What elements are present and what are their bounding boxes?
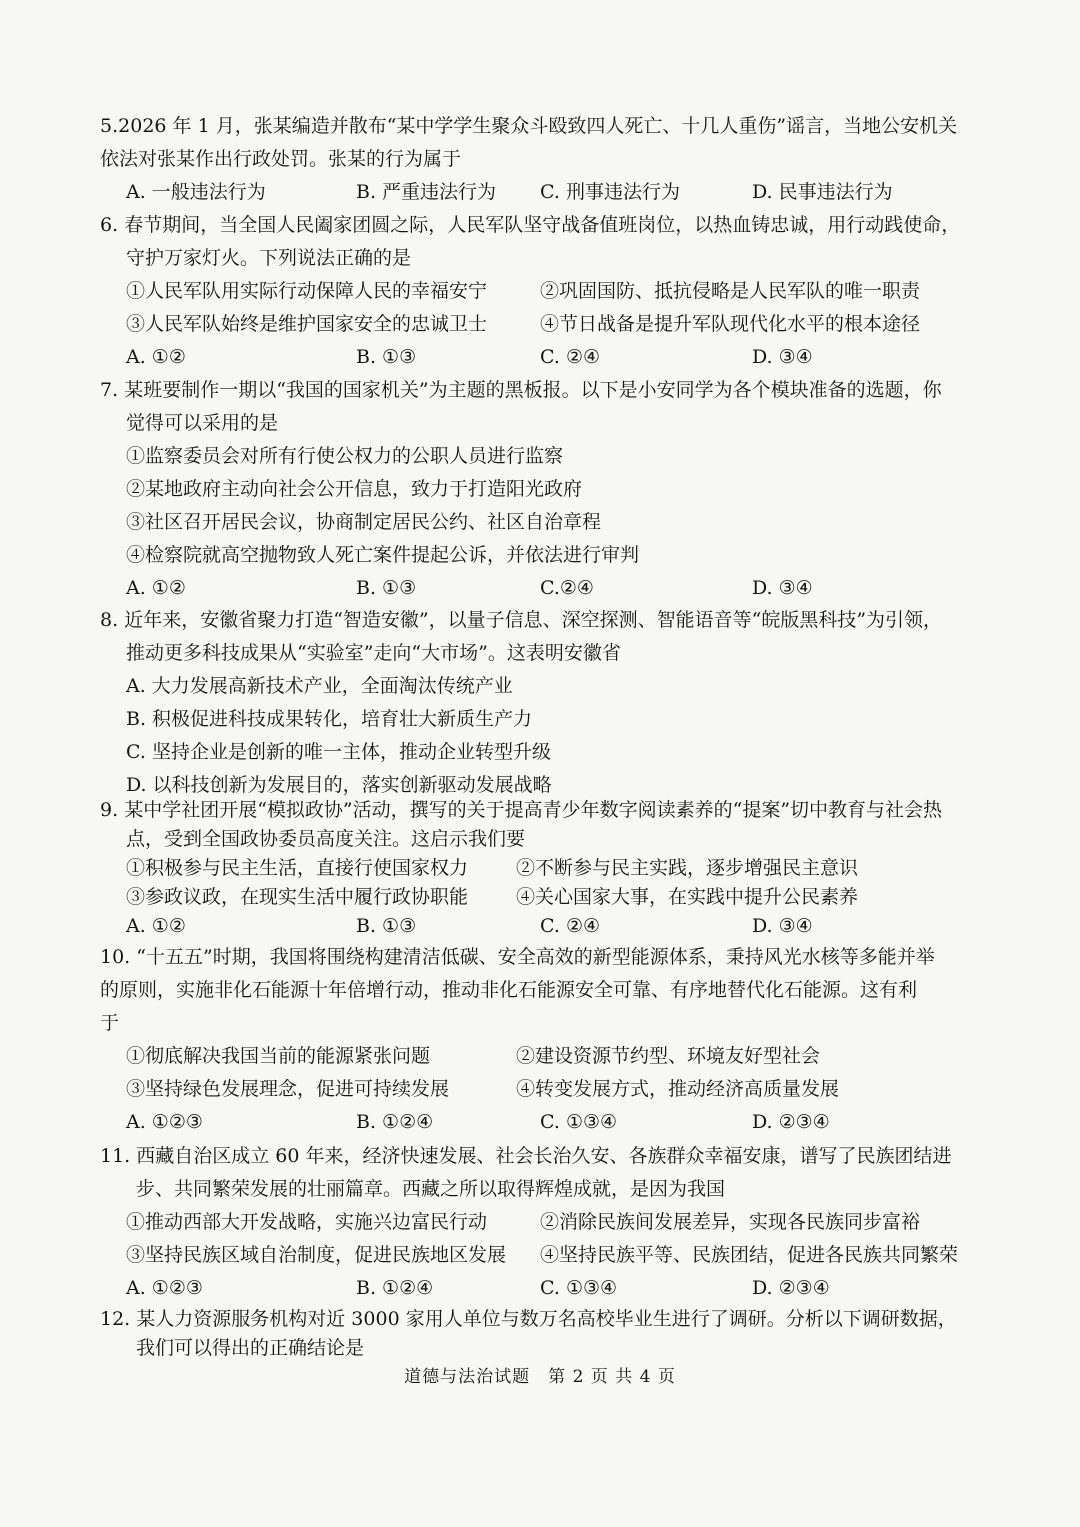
option-c[interactable]: C. 刑事违法行为	[540, 181, 680, 203]
option-d[interactable]: D. ③④	[752, 346, 813, 368]
option-c[interactable]: C. ①③④	[540, 1277, 618, 1299]
option-a[interactable]: A. ①②	[126, 346, 186, 368]
statement-4: ④关心国家大事，在实践中提升公民素养	[516, 886, 859, 908]
statement-3: ③坚持民族区域自治制度，促进民族地区发展	[126, 1244, 507, 1266]
option-c[interactable]: C. ①③④	[540, 1111, 618, 1133]
question-stem-line: 西藏自治区成立 60 年来，经济快速发展、社会长治久安、各族群众幸福安康，谱写了民族团结进	[136, 1145, 952, 1167]
question-stem-line: 于	[100, 1012, 120, 1034]
option-c[interactable]: C. ②④	[540, 915, 601, 937]
statement-2: ②巩固国防、抵抗侵略是人民军队的唯一职责	[540, 280, 921, 302]
question-stem-line: “十五五”时期，我国将围绕构建清洁低碳、安全高效的新型能源体系，秉持风光水核等多能并举	[136, 946, 935, 968]
statement-3: ③参政议政，在现实生活中履行政协职能	[126, 886, 469, 908]
question-stem-line: 春节期间，当全国人民阖家团圆之际，人民军队坚守战备值班岗位，以热血铸忠诚，用行动践使命，	[124, 214, 961, 236]
option-c[interactable]: C.②④	[540, 577, 594, 599]
option-row	[100, 572, 990, 605]
question-11	[100, 1140, 990, 1305]
question-stem-line: 2026 年 1 月，张某编造并散布“某中学学生聚众斗殴致四人死亡、十几人重伤”谣言，当地公安机关	[118, 115, 958, 137]
statement-2: ②消除民族间发展差异，实现各民族同步富裕	[540, 1211, 921, 1233]
statement-3: ③人民军队始终是维护国家安全的忠诚卫士	[126, 313, 488, 335]
question-stem-line: 某班要制作一期以“我国的国家机关”为主题的黑板报。以下是小安同学为各个模块准备的选题，你	[124, 379, 942, 401]
statement-row	[100, 1073, 990, 1106]
option-row	[100, 1272, 990, 1305]
option-a[interactable]: A. ①②	[126, 915, 186, 937]
statement-3: ③坚持绿色发展理念，促进可持续发展	[126, 1078, 450, 1100]
option-row	[100, 341, 990, 374]
statement-3: ③社区召开居民会议，协商制定居民公约、社区自治章程	[126, 511, 602, 533]
option-d[interactable]: D. 民事违法行为	[752, 181, 893, 203]
question-number: 10.	[100, 946, 131, 968]
option-b[interactable]: B. ①③	[356, 346, 417, 368]
statement-2: ②建设资源节约型、环境友好型社会	[516, 1045, 821, 1067]
question-stem-line: 的原则，实施非化石能源十年倍增行动，推动非化石能源安全可靠、有序地替代化石能源。这有利	[100, 979, 918, 1001]
question-stem-line: 某人力资源服务机构对近 3000 家用人单位与数万名高校毕业生进行了调研。分析以下调研数据，	[136, 1308, 957, 1330]
statement-4: ④坚持民族平等、民族团结，促进各民族共同繁荣	[540, 1244, 959, 1266]
question-10	[100, 941, 990, 1139]
option-b[interactable]: B. ①③	[356, 915, 417, 937]
question-stem-line: 我们可以得出的正确结论是	[136, 1337, 365, 1359]
statement-row	[100, 883, 990, 912]
statement-row	[100, 1040, 990, 1073]
page-footer: 道德与法治试题 第 2 页 共 4 页	[404, 1367, 676, 1387]
option-d[interactable]: D. ②③④	[752, 1277, 830, 1299]
option-b[interactable]: B. 积极促进科技成果转化，培育壮大新质生产力	[126, 708, 533, 730]
question-number: 8.	[100, 609, 119, 631]
question-stem-line: 推动更多科技成果从“实验室”走向“大市场”。这表明安徽省	[126, 642, 621, 664]
statement-2: ②不断参与民主实践，逐步增强民主意识	[516, 857, 859, 879]
question-9	[100, 796, 990, 941]
question-12	[100, 1305, 990, 1363]
option-c[interactable]: C. ②④	[540, 346, 601, 368]
question-8	[100, 604, 990, 802]
question-number: 5.	[100, 115, 119, 137]
option-b[interactable]: B. 严重违法行为	[356, 181, 497, 203]
option-b[interactable]: B. ①③	[356, 577, 417, 599]
option-b[interactable]: B. ①②④	[356, 1111, 434, 1133]
statement-row	[100, 1206, 990, 1239]
statement-2: ②某地政府主动向社会公开信息，致力于打造阳光政府	[126, 478, 583, 500]
statement-row	[100, 308, 990, 341]
option-b[interactable]: B. ①②④	[356, 1277, 434, 1299]
statement-4: ④转变发展方式，推动经济高质量发展	[516, 1078, 840, 1100]
question-7	[100, 374, 990, 605]
option-a[interactable]: A. ①②	[126, 577, 186, 599]
statement-1: ①人民军队用实际行动保障人民的幸福安宁	[126, 280, 488, 302]
option-a[interactable]: A. ①②③	[126, 1111, 203, 1133]
statement-1: ①积极参与民主生活，直接行使国家权力	[126, 857, 469, 879]
question-stem-line: 守护万家灯火。下列说法正确的是	[126, 247, 412, 269]
question-stem-line: 觉得可以采用的是	[126, 412, 279, 434]
option-d[interactable]: D. 以科技创新为发展目的，落实创新驱动发展战略	[126, 774, 552, 796]
option-row	[100, 912, 990, 941]
question-stem-line: 点，受到全国政协委员高度关注。这启示我们要	[126, 828, 526, 850]
statement-row	[100, 854, 990, 883]
question-6	[100, 209, 990, 374]
option-row	[100, 1106, 990, 1139]
option-a[interactable]: A. 一般违法行为	[126, 181, 266, 203]
question-5	[100, 110, 990, 209]
statement-row	[100, 275, 990, 308]
option-a[interactable]: A. ①②③	[126, 1277, 203, 1299]
question-stem-line: 依法对张某作出行政处罚。张某的行为属于	[100, 148, 462, 170]
question-stem-line: 近年来，安徽省聚力打造“智造安徽”，以量子信息、深空探测、智能语音等“皖版黑科技”为引领，	[124, 609, 943, 631]
question-stem-line: 步、共同繁荣发展的壮丽篇章。西藏之所以取得辉煌成就，是因为我国	[136, 1178, 726, 1200]
question-number: 6.	[100, 214, 119, 236]
statement-4: ④检察院就高空抛物致人死亡案件提起公诉，并依法进行审判	[126, 544, 640, 566]
statement-1: ①监察委员会对所有行使公权力的公职人员进行监察	[126, 445, 564, 467]
question-number: 12.	[100, 1308, 131, 1330]
option-c[interactable]: C. 坚持企业是创新的唯一主体，推动企业转型升级	[126, 741, 551, 763]
option-a[interactable]: A. 大力发展高新技术产业，全面淘汰传统产业	[126, 675, 513, 697]
option-d[interactable]: D. ②③④	[752, 1111, 830, 1133]
statement-row	[100, 1239, 990, 1272]
question-stem-line: 某中学社团开展“模拟政协”活动，撰写的关于提高青少年数字阅读素养的“提案”切中教育与社会热	[124, 799, 943, 821]
option-d[interactable]: D. ③④	[752, 577, 813, 599]
option-d[interactable]: D. ③④	[752, 915, 813, 937]
option-row	[100, 176, 990, 209]
statement-1: ①推动西部大开发战略，实施兴边富民行动	[126, 1211, 488, 1233]
statement-4: ④节日战备是提升军队现代化水平的根本途径	[540, 313, 921, 335]
statement-1: ①彻底解决我国当前的能源紧张问题	[126, 1045, 431, 1067]
question-number: 11.	[100, 1145, 131, 1167]
question-number: 7.	[100, 379, 119, 401]
question-number: 9.	[100, 799, 119, 821]
